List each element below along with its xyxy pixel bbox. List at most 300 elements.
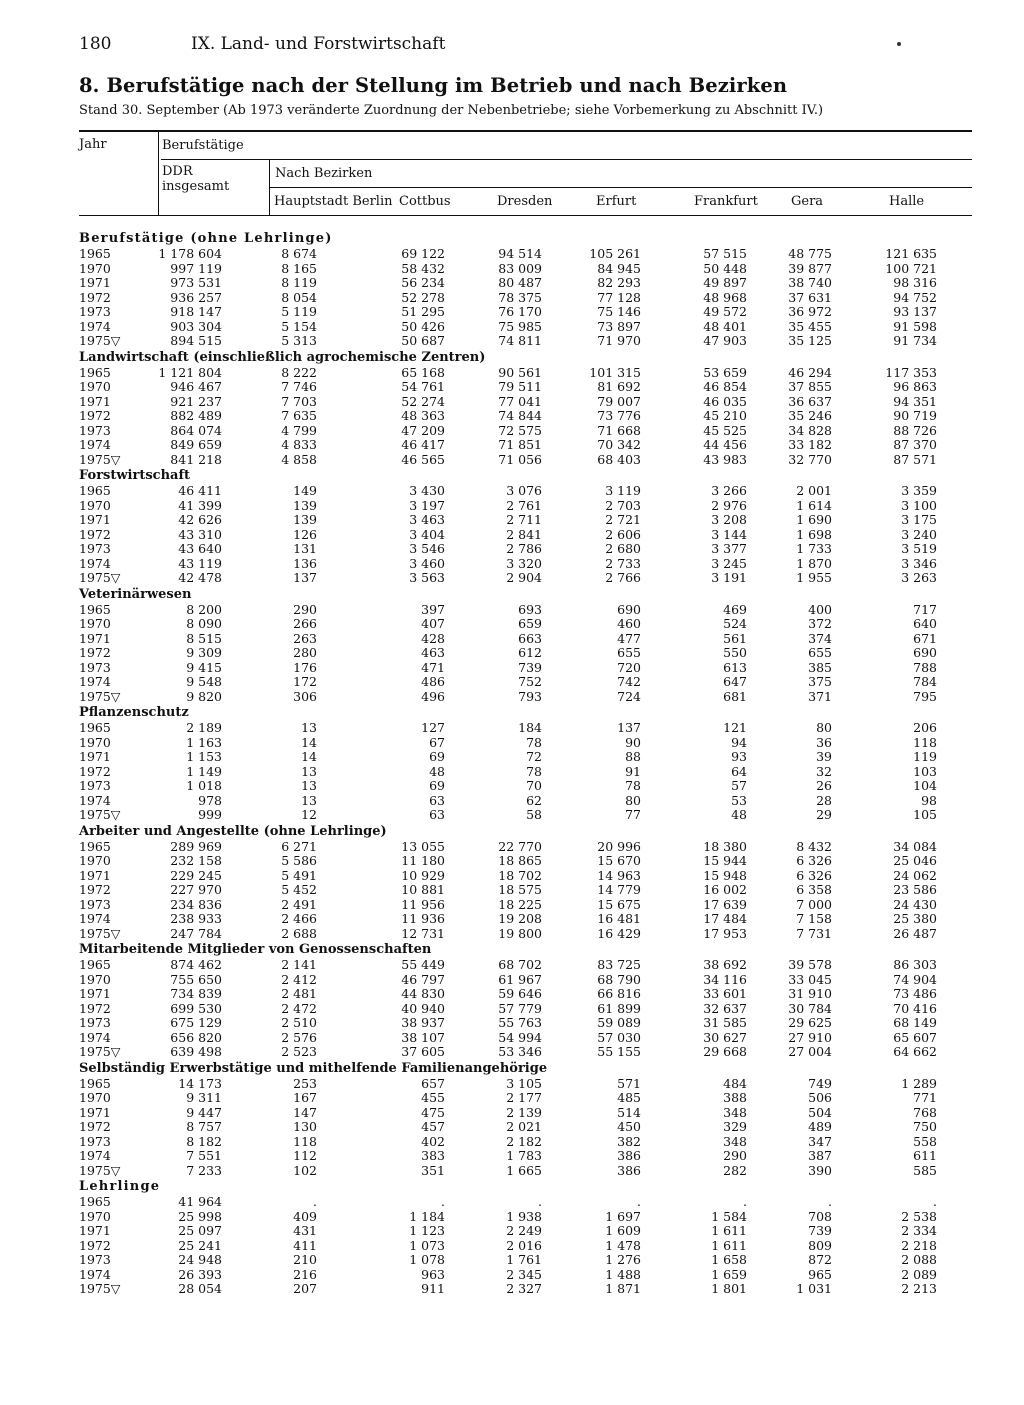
table-row <box>79 1135 971 1150</box>
cell-gera: 6 358 <box>796 882 832 897</box>
cell-dresden: 184 <box>518 720 542 735</box>
print-dot-mark <box>897 42 901 46</box>
cell-cottbus: 48 <box>429 763 445 779</box>
cell-cottbus: 407 <box>421 616 445 631</box>
cell-gera: 37 855 <box>788 379 832 394</box>
cell-gera: 34 828 <box>788 422 832 438</box>
header-rule-berufstaetige <box>161 159 972 160</box>
table-row <box>79 1253 971 1268</box>
cell-halle: 750 <box>913 1119 937 1134</box>
cell-halle: 2 218 <box>901 1237 937 1253</box>
table-row <box>79 840 971 855</box>
table-row <box>79 646 971 661</box>
cell-year: 1970 <box>79 1090 111 1105</box>
cell-erfurt: 450 <box>617 1119 641 1134</box>
cell-frankfurt: 46 035 <box>703 393 747 409</box>
cell-dresden: 61 967 <box>498 971 542 987</box>
cell-dresden: 74 844 <box>498 408 542 423</box>
cell-ddr-total: 43 640 <box>178 541 222 556</box>
cell-frankfurt: 290 <box>723 1148 747 1163</box>
cell-dresden: 663 <box>518 630 542 646</box>
cell-erfurt: 382 <box>617 1133 641 1149</box>
cell-cottbus: 38 107 <box>401 1029 445 1045</box>
cell-dresden: 18 575 <box>498 882 542 897</box>
cell-cottbus: 3 563 <box>409 570 445 585</box>
cell-berlin: 431 <box>293 1223 317 1238</box>
chapter-title: IX. Land- und Forstwirtschaft <box>191 34 446 54</box>
header-ddr: DDR <box>162 164 193 179</box>
cell-erfurt: 14 779 <box>597 882 641 897</box>
cell-erfurt: 70 342 <box>597 437 641 452</box>
cell-erfurt: 2 680 <box>605 541 641 556</box>
table-row <box>79 675 971 690</box>
cell-year: 1971 <box>79 867 111 883</box>
cell-berlin: 8 054 <box>281 289 317 305</box>
section-heading: Berufstätige (ohne Lehrlinge) <box>79 231 333 246</box>
cell-year: 1974 <box>79 674 111 689</box>
cell-gera: 347 <box>808 1133 832 1149</box>
cell-frankfurt: 34 116 <box>703 971 747 987</box>
cell-dresden: 78 <box>526 734 542 750</box>
cell-gera: 7 000 <box>796 896 832 912</box>
cell-cottbus: 56 234 <box>401 275 445 290</box>
page-number: 180 <box>79 34 112 54</box>
table-row <box>79 603 971 618</box>
cell-ddr-total: 999 <box>198 807 222 822</box>
cell-erfurt: 742 <box>617 674 641 689</box>
cell-erfurt: 2 703 <box>605 497 641 513</box>
cell-erfurt: 16 429 <box>597 925 641 941</box>
cell-year: 1972 <box>79 1237 111 1253</box>
cell-halle: 87 370 <box>893 437 937 452</box>
cell-frankfurt: 3 266 <box>711 483 747 498</box>
cell-berlin: 210 <box>293 1252 317 1267</box>
cell-dresden: 2 345 <box>506 1266 542 1282</box>
cell-halle: 3 263 <box>901 570 937 585</box>
section-heading: Veterinärwesen <box>79 586 192 602</box>
cell-berlin: 14 <box>301 749 317 764</box>
cell-frankfurt: . <box>743 1194 747 1209</box>
cell-erfurt: 2 766 <box>605 570 641 585</box>
cell-frankfurt: 348 <box>723 1133 747 1149</box>
cell-berlin: 5 452 <box>281 882 317 897</box>
cell-cottbus: 69 122 <box>401 246 445 261</box>
header-insgesamt: insgesamt <box>162 179 230 194</box>
cell-berlin: 7 703 <box>281 393 317 409</box>
cell-cottbus: 51 295 <box>401 304 445 319</box>
cell-cottbus: 48 363 <box>401 408 445 423</box>
header-nach-bezirken: Nach Bezirken <box>275 166 373 181</box>
cell-dresden: 94 514 <box>498 246 542 261</box>
cell-cottbus: 52 274 <box>401 393 445 409</box>
cell-ddr-total: 8 515 <box>186 630 222 646</box>
cell-frankfurt: 1 611 <box>711 1237 747 1253</box>
cell-berlin: 139 <box>293 497 317 513</box>
cell-dresden: 72 575 <box>498 422 542 438</box>
cell-dresden: . <box>538 1194 542 1209</box>
cell-cottbus: 351 <box>421 1162 445 1178</box>
cell-dresden: 58 <box>526 807 542 822</box>
cell-year: 1965 <box>79 483 111 498</box>
cell-ddr-total: 25 097 <box>178 1223 222 1238</box>
cell-cottbus: 69 <box>429 749 445 764</box>
cell-halle: 118 <box>913 734 937 750</box>
cell-halle: 3 359 <box>901 483 937 498</box>
data-table-body <box>79 230 971 1297</box>
header-rule-bezirke <box>270 187 972 188</box>
cell-berlin: 12 <box>301 807 317 822</box>
cell-cottbus: 127 <box>421 720 445 735</box>
cell-ddr-total: 8 182 <box>186 1133 222 1149</box>
cell-year: 1973 <box>79 778 111 793</box>
cell-erfurt: 477 <box>617 630 641 646</box>
cell-gera: 31 910 <box>788 986 832 1001</box>
cell-dresden: 54 994 <box>498 1029 542 1045</box>
cell-erfurt: 75 146 <box>597 304 641 319</box>
cell-cottbus: 52 278 <box>401 289 445 305</box>
cell-berlin: 4 833 <box>281 437 317 452</box>
cell-frankfurt: 613 <box>723 659 747 675</box>
cell-year: 1973 <box>79 1252 111 1267</box>
cell-ddr-total: 656 820 <box>170 1029 222 1045</box>
table-row <box>79 499 971 514</box>
cell-berlin: 8 222 <box>281 364 317 380</box>
cell-berlin: 7 746 <box>281 379 317 394</box>
cell-frankfurt: 38 692 <box>703 957 747 972</box>
table-row <box>79 1091 971 1106</box>
table-row <box>79 750 971 765</box>
cell-berlin: 2 466 <box>281 911 317 926</box>
cell-halle: 2 334 <box>901 1223 937 1238</box>
cell-erfurt: 1 276 <box>605 1252 641 1267</box>
cell-dresden: 22 770 <box>498 838 542 854</box>
table-title: 8. Berufstätige nach der Stellung im Betrieb und nach Bezirken <box>79 74 788 97</box>
cell-frankfurt: 30 627 <box>703 1029 747 1045</box>
cell-erfurt: 88 <box>625 749 641 764</box>
cell-halle: 91 734 <box>893 333 937 348</box>
cell-year: 1972 <box>79 882 111 897</box>
cell-erfurt: 66 816 <box>597 986 641 1001</box>
cell-erfurt: 57 030 <box>597 1029 641 1045</box>
cell-gera: 32 <box>816 763 832 779</box>
cell-gera: 371 <box>808 688 832 704</box>
cell-gera: 385 <box>808 659 832 675</box>
cell-gera: 26 <box>816 778 832 793</box>
cell-berlin: 306 <box>293 688 317 704</box>
cell-berlin: 2 576 <box>281 1029 317 1045</box>
cell-year: 1970 <box>79 616 111 631</box>
cell-dresden: 68 702 <box>498 957 542 972</box>
cell-ddr-total: 997 119 <box>170 260 222 276</box>
cell-erfurt: 386 <box>617 1162 641 1178</box>
cell-dresden: 2 841 <box>506 526 542 542</box>
cell-halle: 105 <box>913 807 937 822</box>
section-heading: Pflanzenschutz <box>79 705 189 720</box>
cell-gera: 48 775 <box>788 246 832 261</box>
cell-ddr-total: 8 757 <box>186 1119 222 1134</box>
cell-gera: 375 <box>808 674 832 689</box>
cell-berlin: 8 674 <box>281 246 317 261</box>
cell-gera: 506 <box>808 1090 832 1105</box>
cell-cottbus: 496 <box>421 688 445 704</box>
cell-year: 1971 <box>79 275 111 290</box>
header-col-dresden: Dresden <box>497 194 553 209</box>
cell-berlin: 167 <box>293 1090 317 1105</box>
cell-year: 1965 <box>79 601 111 617</box>
cell-ddr-total: 247 784 <box>170 925 222 941</box>
cell-ddr-total: 639 498 <box>170 1044 222 1059</box>
cell-gera: 7 731 <box>796 925 832 941</box>
cell-berlin: . <box>313 1194 317 1209</box>
cell-year: 1970 <box>79 379 111 394</box>
cell-dresden: 72 <box>526 749 542 764</box>
header-col-erfurt: Erfurt <box>596 194 637 209</box>
cell-frankfurt: 17 639 <box>703 896 747 912</box>
cell-halle: 94 351 <box>893 393 937 409</box>
cell-dresden: 2 761 <box>506 497 542 513</box>
cell-dresden: 659 <box>518 616 542 631</box>
cell-ddr-total: 978 <box>198 792 222 808</box>
cell-erfurt: 15 675 <box>597 896 641 912</box>
table-row <box>79 1239 971 1254</box>
cell-halle: 2 213 <box>901 1281 937 1296</box>
cell-ddr-total: 936 257 <box>170 289 222 305</box>
cell-ddr-total: 1 178 604 <box>158 246 222 261</box>
cell-gera: 809 <box>808 1237 832 1253</box>
cell-cottbus: 11 180 <box>401 853 445 868</box>
cell-frankfurt: 282 <box>723 1162 747 1178</box>
cell-frankfurt: 329 <box>723 1119 747 1134</box>
cell-frankfurt: 17 953 <box>703 925 747 941</box>
header-divider-ddr <box>269 160 270 215</box>
cell-gera: 7 158 <box>796 911 832 926</box>
cell-ddr-total: 9 447 <box>186 1104 222 1120</box>
cell-year: 1973 <box>79 1015 111 1030</box>
section-heading: Mitarbeitende Mitglieder von Genossenschaften <box>79 942 432 957</box>
cell-erfurt: 514 <box>617 1104 641 1120</box>
cell-frankfurt: 32 637 <box>703 1000 747 1016</box>
cell-erfurt: 71 668 <box>597 422 641 438</box>
cell-year: 1972 <box>79 645 111 660</box>
cell-frankfurt: 46 854 <box>703 379 747 394</box>
cell-erfurt: 68 403 <box>597 451 641 467</box>
cell-erfurt: 386 <box>617 1148 641 1163</box>
cell-frankfurt: 64 <box>731 763 747 779</box>
cell-gera: 400 <box>808 601 832 617</box>
cell-cottbus: 10 881 <box>401 882 445 897</box>
cell-berlin: 13 <box>301 720 317 735</box>
cell-gera: 489 <box>808 1119 832 1134</box>
cell-dresden: 83 009 <box>498 260 542 276</box>
cell-halle: . <box>933 1194 937 1209</box>
cell-dresden: 80 487 <box>498 275 542 290</box>
cell-ddr-total: 921 237 <box>170 393 222 409</box>
table-row <box>79 334 971 349</box>
cell-cottbus: 3 460 <box>409 555 445 571</box>
cell-frankfurt: 29 668 <box>703 1044 747 1059</box>
cell-frankfurt: 43 983 <box>703 451 747 467</box>
cell-frankfurt: 15 948 <box>703 867 747 883</box>
cell-erfurt: 655 <box>617 645 641 660</box>
cell-year: 1973 <box>79 659 111 675</box>
cell-year: 1974 <box>79 792 111 808</box>
cell-halle: 104 <box>913 778 937 793</box>
cell-erfurt: 15 670 <box>597 853 641 868</box>
cell-frankfurt: 17 484 <box>703 911 747 926</box>
cell-gera: 1 031 <box>796 1281 832 1296</box>
cell-year: 1971 <box>79 512 111 527</box>
cell-year: 1975▽ <box>79 451 121 467</box>
table-row <box>79 453 971 468</box>
cell-year: 1971 <box>79 393 111 409</box>
cell-frankfurt: 3 245 <box>711 555 747 571</box>
cell-cottbus: 1 123 <box>409 1223 445 1238</box>
cell-berlin: 126 <box>293 526 317 542</box>
cell-halle: 768 <box>913 1104 937 1120</box>
cell-erfurt: . <box>637 1194 641 1209</box>
cell-berlin: 4 799 <box>281 422 317 438</box>
cell-gera: 37 631 <box>788 289 832 305</box>
cell-gera: 655 <box>808 645 832 660</box>
cell-berlin: 13 <box>301 763 317 779</box>
cell-erfurt: 1 609 <box>605 1223 641 1238</box>
cell-frankfurt: 1 658 <box>711 1252 747 1267</box>
cell-year: 1974 <box>79 911 111 926</box>
cell-erfurt: 101 315 <box>589 364 641 380</box>
cell-gera: 38 740 <box>788 275 832 290</box>
cell-year: 1973 <box>79 896 111 912</box>
cell-berlin: 5 119 <box>281 304 317 319</box>
cell-cottbus: 44 830 <box>401 986 445 1001</box>
cell-halle: 795 <box>913 688 937 704</box>
cell-halle: 94 752 <box>893 289 937 305</box>
cell-dresden: 74 811 <box>498 333 542 348</box>
cell-dresden: 2 021 <box>506 1119 542 1134</box>
cell-cottbus: 397 <box>421 601 445 617</box>
cell-year: 1972 <box>79 763 111 779</box>
table-row <box>79 424 971 439</box>
cell-dresden: 3 076 <box>506 483 542 498</box>
cell-berlin: 2 491 <box>281 896 317 912</box>
cell-frankfurt: 1 801 <box>711 1281 747 1296</box>
cell-gera: 6 326 <box>796 853 832 868</box>
table-row <box>79 883 971 898</box>
cell-berlin: 263 <box>293 630 317 646</box>
cell-halle: 2 088 <box>901 1252 937 1267</box>
cell-erfurt: 71 970 <box>597 333 641 348</box>
cell-halle: 96 863 <box>893 379 937 394</box>
cell-year: 1965 <box>79 1194 111 1209</box>
cell-erfurt: 73 776 <box>597 408 641 423</box>
cell-cottbus: 63 <box>429 807 445 822</box>
cell-year: 1972 <box>79 1000 111 1016</box>
cell-gera: 36 <box>816 734 832 750</box>
cell-erfurt: 105 261 <box>589 246 641 261</box>
cell-year: 1970 <box>79 1208 111 1224</box>
section-heading: Arbeiter und Angestellte (ohne Lehrlinge) <box>79 823 387 839</box>
cell-gera: 35 125 <box>788 333 832 348</box>
cell-year: 1973 <box>79 422 111 438</box>
cell-erfurt: 571 <box>617 1075 641 1091</box>
table-row <box>79 898 971 913</box>
cell-gera: 2 001 <box>796 483 832 498</box>
cell-ddr-total: 9 309 <box>186 645 222 660</box>
cell-dresden: 71 056 <box>498 451 542 467</box>
cell-ddr-total: 1 149 <box>186 763 222 779</box>
cell-cottbus: 463 <box>421 645 445 660</box>
cell-erfurt: 1 871 <box>605 1281 641 1296</box>
cell-year: 1975▽ <box>79 807 121 822</box>
cell-ddr-total: 234 836 <box>170 896 222 912</box>
cell-year: 1975▽ <box>79 1281 121 1296</box>
cell-halle: 119 <box>913 749 937 764</box>
cell-frankfurt: 550 <box>723 645 747 660</box>
table-row <box>79 912 971 927</box>
cell-halle: 784 <box>913 674 937 689</box>
cell-ddr-total: 1 121 804 <box>158 364 222 380</box>
cell-berlin: 176 <box>293 659 317 675</box>
cell-cottbus: 457 <box>421 1119 445 1134</box>
cell-berlin: 280 <box>293 645 317 660</box>
cell-halle: 671 <box>913 630 937 646</box>
cell-gera: 33 182 <box>788 437 832 452</box>
cell-gera: 46 294 <box>788 364 832 380</box>
header-berufstaetige: Berufstätige <box>162 138 244 153</box>
table-row <box>79 1282 971 1297</box>
cell-halle: 3 100 <box>901 497 937 513</box>
cell-dresden: 19 208 <box>498 911 542 926</box>
cell-year: 1973 <box>79 304 111 319</box>
cell-year: 1971 <box>79 986 111 1001</box>
cell-cottbus: . <box>441 1194 445 1209</box>
cell-frankfurt: 647 <box>723 674 747 689</box>
cell-dresden: 1 938 <box>506 1208 542 1224</box>
cell-halle: 90 719 <box>893 408 937 423</box>
cell-gera: 39 <box>816 749 832 764</box>
table-row <box>79 409 971 424</box>
cell-berlin: 172 <box>293 674 317 689</box>
cell-cottbus: 69 <box>429 778 445 793</box>
cell-halle: 1 289 <box>901 1075 937 1091</box>
cell-erfurt: 84 945 <box>597 260 641 276</box>
cell-gera: 504 <box>808 1104 832 1120</box>
cell-cottbus: 37 605 <box>401 1044 445 1059</box>
cell-berlin: 411 <box>293 1237 317 1253</box>
cell-halle: 206 <box>913 720 937 735</box>
table-row <box>79 617 971 632</box>
cell-cottbus: 3 430 <box>409 483 445 498</box>
cell-halle: 690 <box>913 645 937 660</box>
cell-dresden: 57 779 <box>498 1000 542 1016</box>
cell-halle: 121 635 <box>885 246 937 261</box>
cell-berlin: 8 165 <box>281 260 317 276</box>
cell-ddr-total: 25 241 <box>178 1237 222 1253</box>
table-row <box>79 927 971 942</box>
cell-dresden: 53 346 <box>498 1044 542 1059</box>
cell-cottbus: 46 417 <box>401 437 445 452</box>
cell-gera: 28 <box>816 792 832 808</box>
header-col-frankfurt: Frankfurt <box>694 194 758 209</box>
cell-halle: 26 487 <box>893 925 937 941</box>
cell-halle: 88 726 <box>893 422 937 438</box>
cell-erfurt: 91 <box>625 763 641 779</box>
table-row <box>79 1077 971 1092</box>
cell-frankfurt: 121 <box>723 720 747 735</box>
cell-year: 1972 <box>79 526 111 542</box>
table-row <box>79 1016 971 1031</box>
cell-dresden: 1 665 <box>506 1162 542 1178</box>
table-row <box>79 869 971 884</box>
